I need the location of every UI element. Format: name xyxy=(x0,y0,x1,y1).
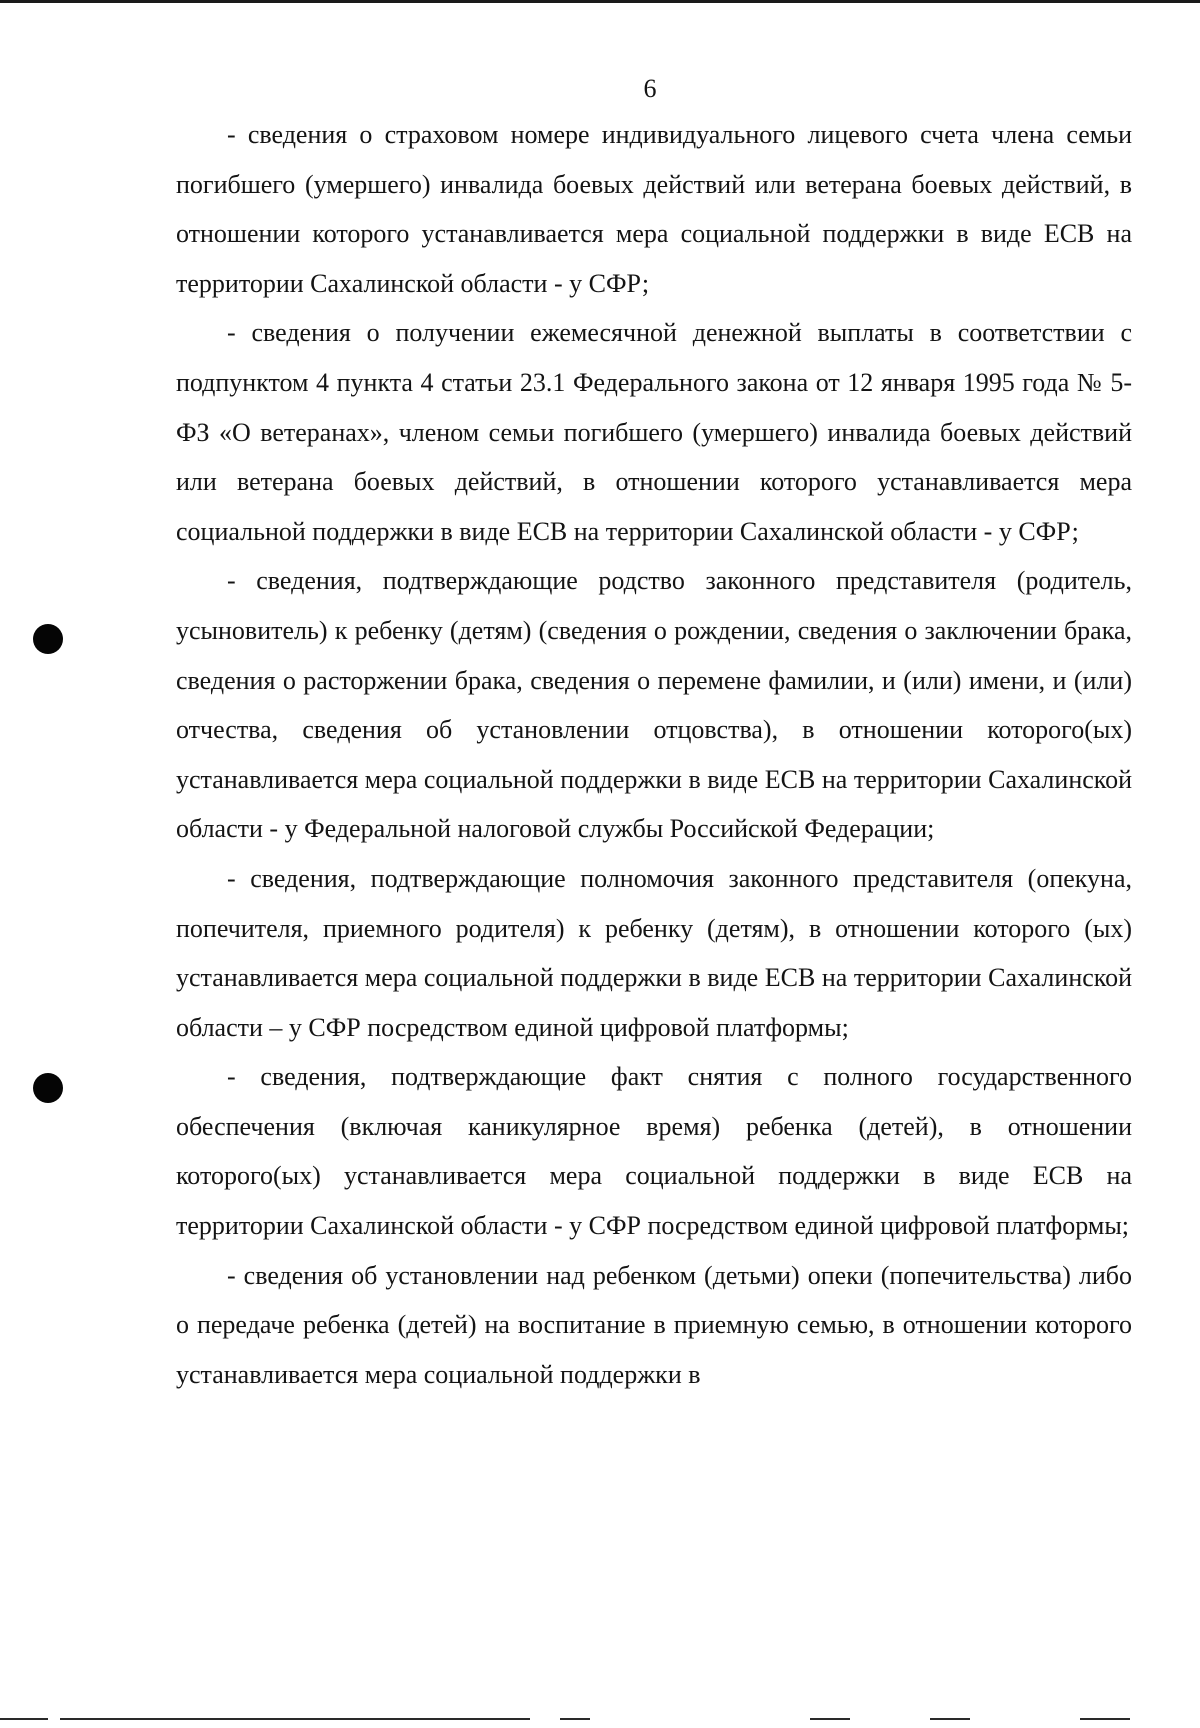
bottom-scan-marks xyxy=(0,1716,1200,1728)
top-border-line xyxy=(0,0,1200,3)
paragraph-guardian-authority: - сведения, подтверждающие полномочия законного представителя (опекуна, попечителя, приемного родителя) к ребенку (детям), в отношении которого (ых) устанавливается мера социальной поддержки в виде ЕСВ на территории Сахалинской области – у СФР посредством единой цифровой платформы; xyxy=(176,863,1132,1042)
paragraph-insurance-number: - сведения о страховом номере индивидуального лицевого счета члена семьи погибшего (умершего) инвалида боевых действий или ветерана боевых действий, в отношении которого устанавливается мера социальной поддержки в виде ЕСВ на территории Сахалинской области - у СФР; xyxy=(176,120,1132,298)
paragraph-guardianship-establishment: - сведения об установлении над ребенком (детьми) опеки (попечительства) либо о передаче ребенка (детей) на воспитание в приемную семью, в отношении которого устанавливается мера социальной поддержки в xyxy=(176,1260,1132,1389)
punch-hole xyxy=(33,624,63,654)
punch-hole xyxy=(33,1073,63,1103)
page-number: 6 xyxy=(643,74,657,103)
paragraph-kinship-confirmation: - сведения, подтверждающие родство законного представителя (родитель, усыновитель) к ребенку (детям) (сведения о рождении, сведения о заключении брака, сведения о расторжении брака, сведения о перемене фамилии, и (или) имени, и (или) отчества, сведения об установлении отцовства), в отношении которого(ых) устанавливается мера социальной поддержки в виде ЕСВ на территории Сахалинской области - у Федеральной налоговой службы Российской Федерации; xyxy=(176,566,1132,844)
paragraph-state-support-removal: - сведения, подтверждающие факт снятия с полного государственного обеспечения (включая каникулярное время) ребенка (детей), в отношении которого(ых) устанавливается мера социальной поддержки в виде ЕСВ на территории Сахалинской области - у СФР посредством единой цифровой платформы; xyxy=(176,1062,1132,1241)
paragraph-monthly-payment: - сведения о получении ежемесячной денежной выплаты в соответствии с подпунктом 4 пункта 4 статьи 23.1 Федерального закона от 12 января 1995 года № 5-ФЗ «О ветеранах», членом семьи погибшего (умершего) инвалида боевых действий или ветерана боевых действий, в отношении которого устанавливается мера социальной поддержки в виде ЕСВ на территории Сахалинской области - у СФР; xyxy=(176,318,1132,546)
document-body xyxy=(176,110,1132,1399)
